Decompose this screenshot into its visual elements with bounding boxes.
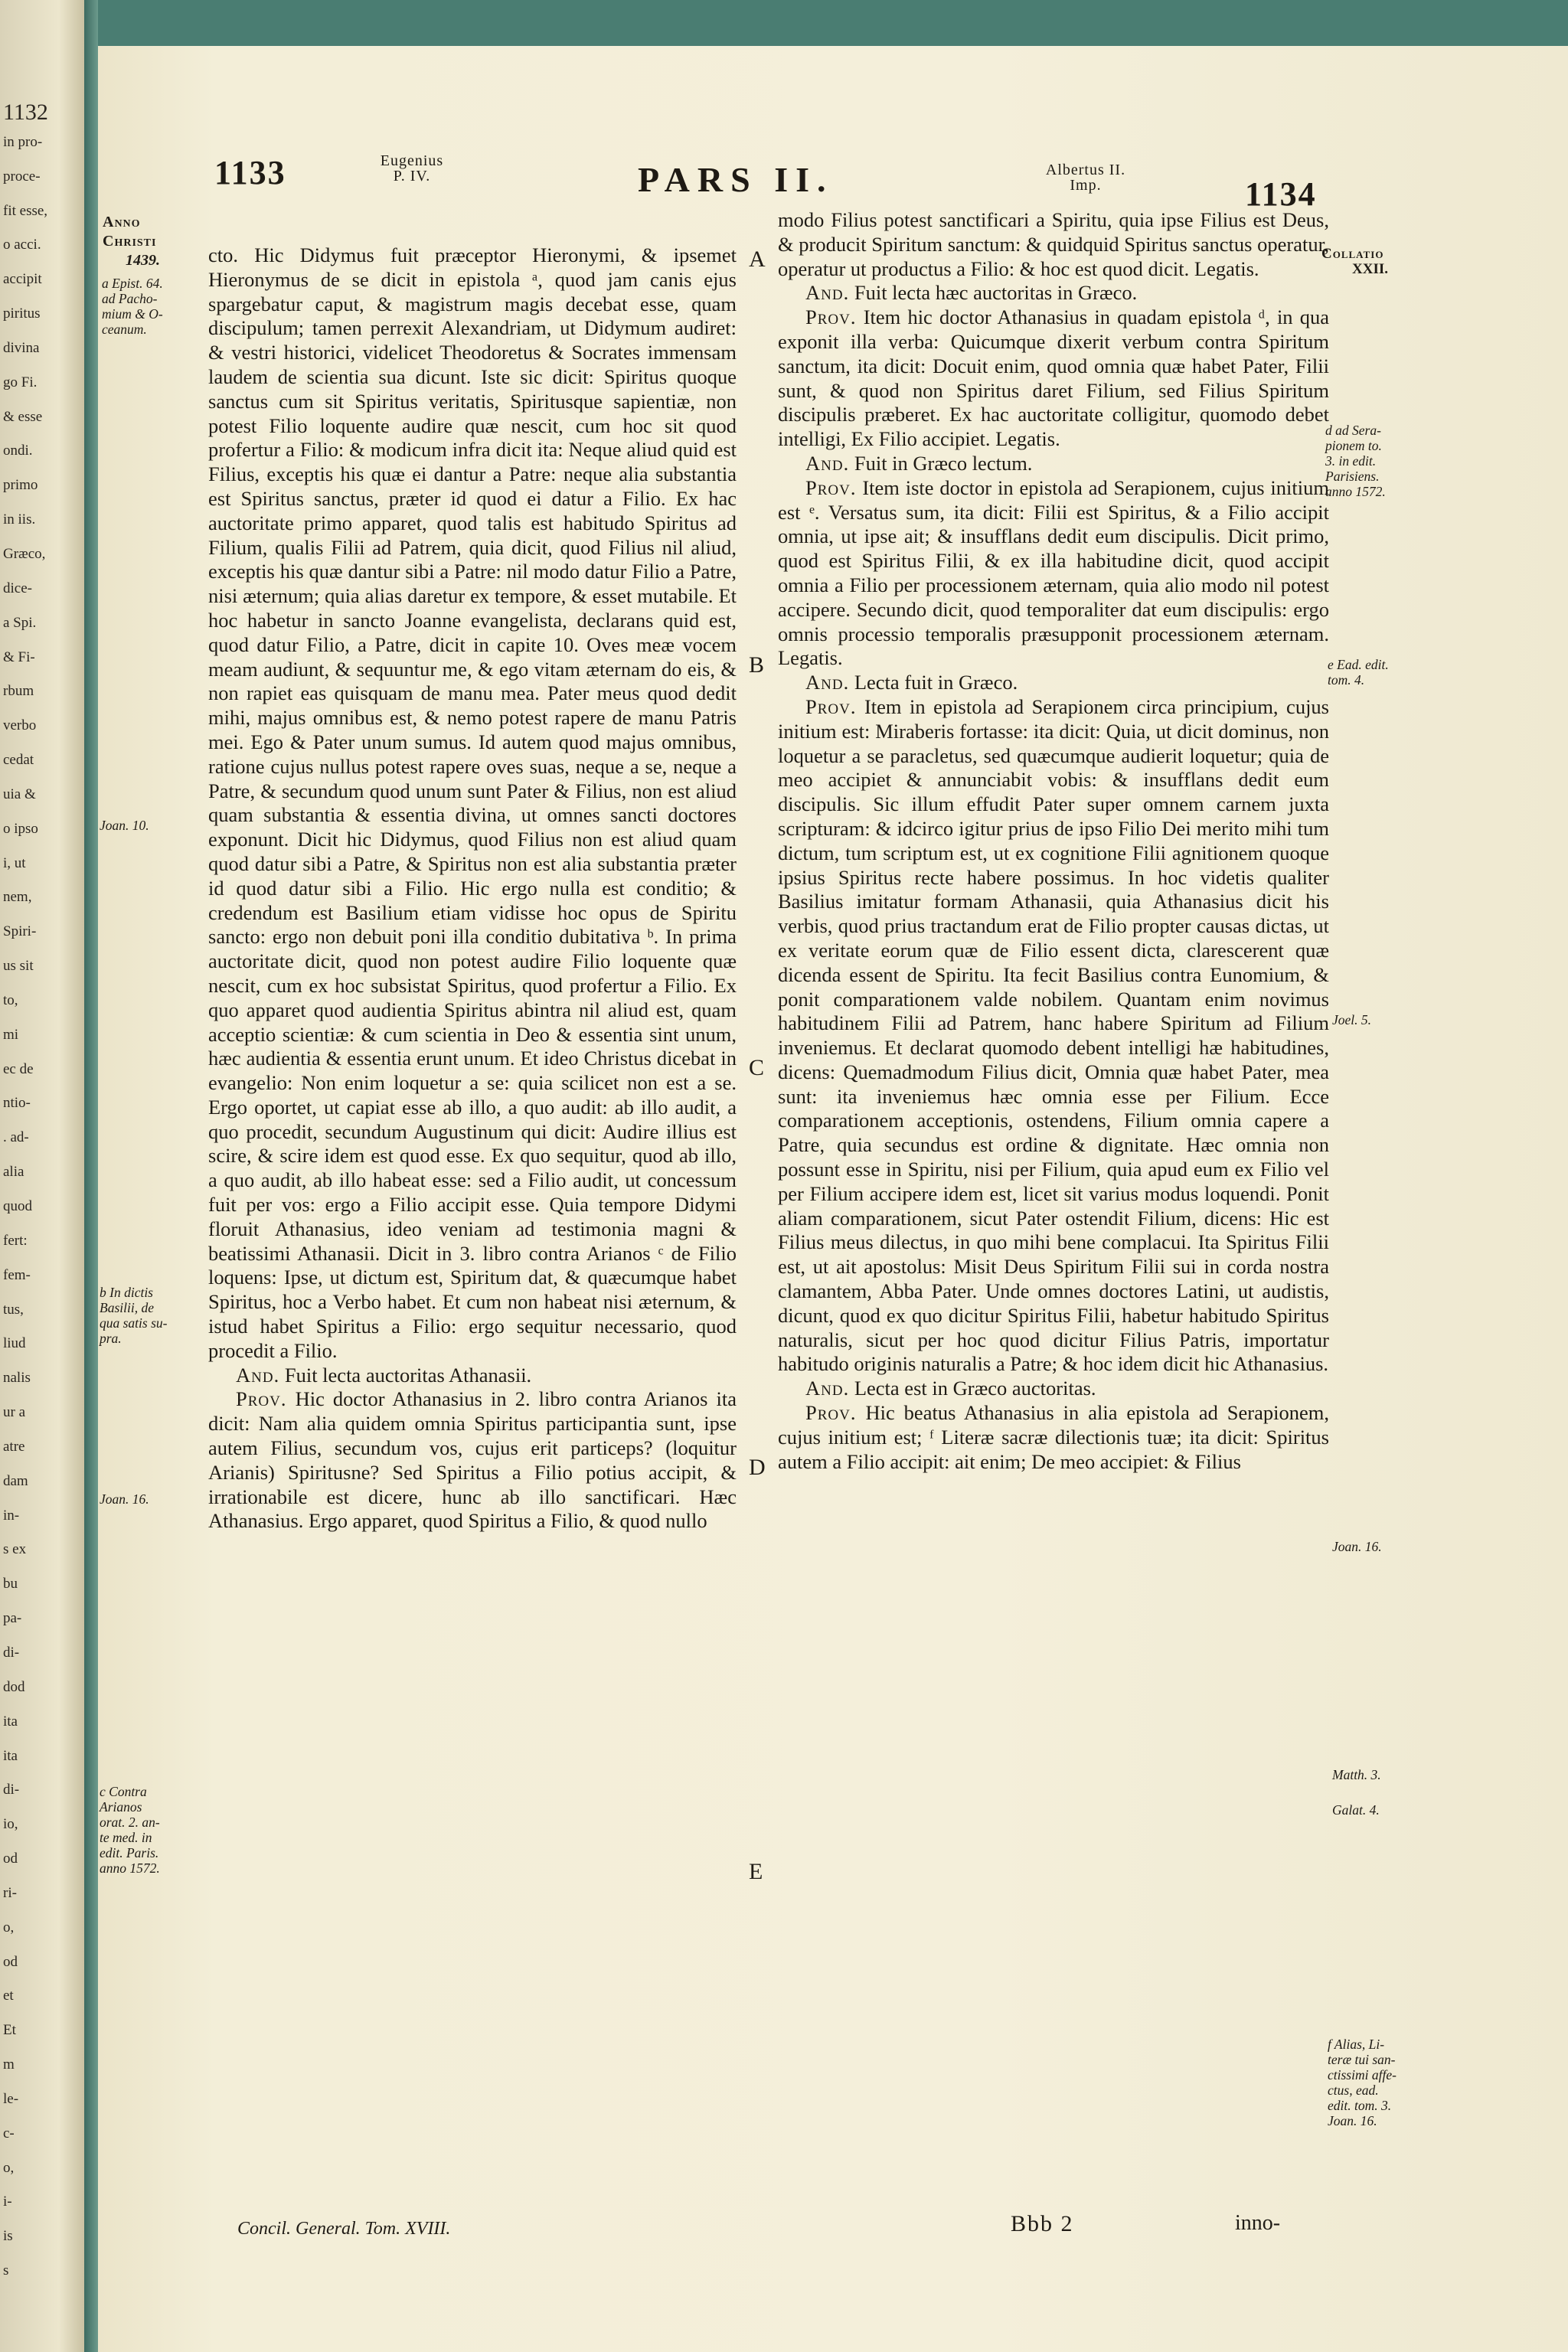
facing-page-fragment: pa- xyxy=(3,1610,22,1627)
facing-page-fragment: bu xyxy=(3,1576,18,1592)
facing-page-fragment: primo xyxy=(3,477,38,494)
facing-page-fragment: in iis. xyxy=(3,511,36,528)
facing-page-fragment: nem, xyxy=(3,889,32,906)
facing-page-fragment: od xyxy=(3,1953,18,1970)
facing-page-fragment: o, xyxy=(3,1919,15,1936)
left-page-number: 1133 xyxy=(214,154,286,191)
facing-page-fragment: ita xyxy=(3,1713,18,1730)
facing-page-fragment: io, xyxy=(3,1816,18,1833)
footnote-a: a Epist. 64. ad Pacho- mium & O- ceanum. xyxy=(102,276,163,337)
margin-ref-joan-16b: Joan. 16. xyxy=(1332,1539,1382,1554)
left-column-body: cto. Hic Didymus fuit præceptor Hieronymi, & ipsemet Hieronymus de se dicit in epistola ᵃ, quod jam canis ejus spargebatur caput, & magistrum magis decebat esse, quam discipulum; tamen perrexit Alexandriam, ut Didymum audiret: & vestri historici, videlicet Theodoretus & Socrates immensam laudem de scientia sua dicunt. Iste sic dicit: Spiritus quoque sanctus cum sit Spiritus veritatis, Spiritusque sapientiæ, non potest Filio loquente audire quæ nescit, cum hoc sit quod profertur a Filio: & modicum infra dicit ita: Neque aliud quid est Filius, exceptis his quæ ei dantur a Patre: neque alia substantia est Spiritus sanctus, præter id quod ei datur a Filio. Ex hac auctoritate primo apparet, quod talis est habitudo Spiritus ad Filium, qualis Filii ad Patrem, quia dicit, quod Filius nil aliud, exceptis his quæ dantur sibi a Patre: nil modo datur Filio a Patre, nisi æternum; quia alias daretur ex tempore, & esset mutabile. Et hoc habetur in sancto Joanne evangelista, declarans quid est, quod datur Filio, a Patre, dicit in capite 10. Oves meæ vocem meam audiunt, & sequuntur me, & ego vitam æternam do eis, & non rapiet eas quisquam de manu mea. Pater meus quod dedit mihi, majus omnibus est, & nemo potest rapere de manu Patris mei. Ego & Pater unum sumus. Id autem quod majus omnibus, ratione cujus nullus potest rapere oves suas, neque a se, neque a Patre, & secundum quod unum sunt Pater & Filius, non est aliud quam substantia & essentia divina, ut omnes sancti doctores exponunt. Dicit hic Didymus, quod Filius non est aliud quam quod datur sibi a Patre, & Spiritus non est alia substantia præter id quod datur sibi a Filio. Hic ergo nulla est conditio; & credendum est Basilium etiam vidisse hoc opus de Spiritu sancto: ergo non debuit poni illa conditio dubitativa ᵇ. In prima auctoritate dicit, quod non potest audire Filio loquente quæ nescit, cum ex hoc subsistat Spiritus, quod profertur a Filio. Ex quo apparet quod audientia Spiritus abintra nil aliud est, quam acceptio scientiæ: & cum scientia in Deo & essentia sint unum, hæc audientia & essentia erunt unum. Et ideo Christus dicebat in evangelio: Non enim loquetur a se: quia scilicet non est a se. Ergo oportet, ut capiat esse ab illo, a quo audit: ab illo audit, a quo procedit, secundum Augustinum qui dicit: Audire illius est scire, & scire idem est quod esse. Ex quo sequitur, quod ab illo, a quo audit, ab illo habeat esse: sed a Filio audit, ut concessum fuit per vos: ergo a Filio accipit esse. Quia tempore Didymi floruit Athanasius, ideo veniam ad testimonia magni & beatissimi Athanasii. Dicit in 3. libro contra Arianos ᶜ de Filio loquens: Ipse, ut dictum est, Spiritum dat, & quæcumque habet Spiritus, hoc a Verbo habet. Et cum non habeat nisi æternum, & istud habet Spiritus a Filio: ergo sequitur necessario, quod procedit a Filio. xyxy=(208,243,737,1362)
facing-page-fragment: Et xyxy=(3,2022,16,2039)
facing-page-fragment: in- xyxy=(3,1507,20,1524)
facing-page-fragment: nalis xyxy=(3,1370,31,1387)
facing-page-fragment: 1132 xyxy=(3,100,48,125)
running-head-pope-number: P. IV. xyxy=(393,168,431,185)
facing-page-fragment: divina xyxy=(3,339,40,356)
facing-page-fragment: Spiri- xyxy=(3,923,37,940)
facing-page-fragment: ondi. xyxy=(3,443,33,459)
facing-page-fragment: ita xyxy=(3,1747,18,1764)
signature-mark: Bbb 2 xyxy=(1011,2211,1074,2236)
facing-page-fragment: dice- xyxy=(3,580,32,596)
facing-page-fragment: fem- xyxy=(3,1266,31,1283)
facing-page-fragment: tus, xyxy=(3,1301,24,1318)
year-heading: Anno Christi 1439. xyxy=(103,214,160,269)
facing-page-fragment: m xyxy=(3,2056,15,2073)
facing-page-fragment: uia & xyxy=(3,786,36,802)
facing-page-fragment: liud xyxy=(3,1335,26,1352)
footnote-c: c Contra Arianos orat. 2. an- te med. in edit. Paris. anno 1572. xyxy=(100,1784,160,1876)
facing-page-fragment: & Fi- xyxy=(3,648,35,665)
left-text-column xyxy=(208,243,737,1534)
facing-page-fragment: i- xyxy=(3,2194,12,2210)
facing-page-fragment: di- xyxy=(3,1782,20,1798)
margin-ref-joan-16: Joan. 16. xyxy=(100,1491,149,1507)
margin-ref-joel: Joel. 5. xyxy=(1332,1012,1372,1027)
facing-page-fragment: c- xyxy=(3,2125,15,2141)
facing-page-fragment: ri- xyxy=(3,1884,17,1901)
facing-page-fragment: s xyxy=(3,2262,9,2279)
facing-page-fragment: Græco, xyxy=(3,545,46,562)
facing-page-fragment: accipit xyxy=(3,271,42,288)
facing-page-fragment: le- xyxy=(3,2090,19,2107)
facing-page-fragment: s ex xyxy=(3,1541,27,1558)
facing-page-fragment: dod xyxy=(3,1678,25,1695)
facing-page-fragment: od xyxy=(3,1851,18,1867)
footnote-e: e Ead. edit. tom. 4. xyxy=(1328,657,1389,688)
margin-ref-matth: Matth. 3. xyxy=(1332,1767,1381,1782)
margin-ref-joan-10: Joan. 10. xyxy=(100,818,149,833)
facing-page-fragment: i, ut xyxy=(3,854,26,871)
facing-page-fragment: is xyxy=(3,2228,13,2245)
facing-page-fragment: quod xyxy=(3,1198,32,1214)
facing-page-fragment: rbum xyxy=(3,683,34,700)
collatio-heading: Collatio XXII. xyxy=(1321,246,1388,277)
facing-page-fragment: us sit xyxy=(3,958,34,975)
facing-page-fragment: a Spi. xyxy=(3,614,37,631)
facing-page-fragment: fert: xyxy=(3,1232,28,1249)
facing-page-fragment: dam xyxy=(3,1472,28,1489)
facing-page-fragment: o acci. xyxy=(3,237,41,253)
right-page-number: 1134 xyxy=(1245,175,1317,213)
running-head-emperor-title: Imp. xyxy=(1070,177,1102,194)
book-page xyxy=(98,46,1568,2352)
margin-ref-galat: Galat. 4. xyxy=(1332,1802,1380,1818)
section-marker-a: A xyxy=(749,247,766,272)
facing-page-fragment: fit esse, xyxy=(3,202,48,219)
facing-page-fragment: atre xyxy=(3,1438,25,1455)
facing-page-fragment: alia xyxy=(3,1164,24,1181)
facing-page-fragment: mi xyxy=(3,1026,19,1043)
facing-page-fragment: verbo xyxy=(3,717,37,734)
facing-page-fragment: & esse xyxy=(3,408,43,425)
facing-page-fragment: go Fi. xyxy=(3,374,38,390)
footer-collection-title: Concil. General. Tom. XVIII. xyxy=(237,2219,451,2239)
footnote-d: d ad Sera- pionem to. 3. in edit. Parisiens. anno 1572. xyxy=(1325,423,1386,499)
facing-page-fragment: in pro- xyxy=(3,133,43,150)
facing-page-fragment: . ad- xyxy=(3,1129,29,1146)
facing-page-fragment: o, xyxy=(3,2159,15,2176)
prov-paragraph: Hic doctor Athanasius in 2. libro contra Arianos ita dicit: Nam alia quidem omnia Spiritus participantia sunt, ipse autem Filius, secundum vos, cujus erit particeps? (loquitur Arianis) Spiritusne? Sed Spiritus a Filio potius accipit, & irrationabile est dicere, hunc ab illo sanctificari. Hæc Athanasius. Ergo apparet, quod Spiritus a Filio, & quod nullo xyxy=(208,1387,737,1533)
facing-page-fragment: di- xyxy=(3,1644,20,1661)
running-head-emperor: Albertus II. xyxy=(1045,162,1126,178)
section-marker-b: B xyxy=(749,652,765,678)
section-marker-d: D xyxy=(749,1455,766,1480)
section-marker-c: C xyxy=(749,1055,765,1080)
facing-page-fragment: proce- xyxy=(3,168,41,185)
book-gutter xyxy=(84,0,98,2352)
page-title: PARS II. xyxy=(638,160,834,199)
right-running-head xyxy=(1028,162,1143,193)
facing-page-fragment: ntio- xyxy=(3,1095,31,1112)
facing-page-fragment: o ipso xyxy=(3,820,38,837)
speaker-prov: Prov. xyxy=(236,1387,287,1411)
section-marker-e: E xyxy=(749,1859,763,1884)
facing-page-fragment: ec de xyxy=(3,1060,34,1077)
facing-page-fragment: piritus xyxy=(3,305,41,322)
speaker-and: And. xyxy=(236,1363,280,1387)
facing-page-fragment: cedat xyxy=(3,752,34,769)
catchword: inno- xyxy=(1235,2211,1281,2235)
facing-page-fragment: ur a xyxy=(3,1404,26,1421)
footnote-f: f Alias, Li- teræ tui san- ctissimi affe- ctus, ead. edit. tom. 3. Joan. 16. xyxy=(1328,2037,1396,2128)
right-text-1: modo Filius potest sanctificari a Spiritu, quia ipse Filius est Deus, & producit Spiritum sanctum: & quidquid Spiritus sanctus operatur, operatur ut productus a Filio: & hoc est quod dicit. Legatis. xyxy=(778,208,1329,280)
facing-page-edge xyxy=(0,0,86,2352)
facing-page-fragment: to, xyxy=(3,991,18,1008)
facing-page-fragment: et xyxy=(3,1988,14,2004)
right-text-column: modo Filius potest sanctificari a Spiritu, quia ipse Filius est Deus, & producit Spiritum sanctum: & quidquid Spiritus sanctus operatur, operatur ut productus a Filio: & hoc est quod dicit. Legatis. And. Fuit lecta hæc auctoritas in Græco. Prov. Item hic doctor Athanasius in quadam epistola ᵈ, in qua exponit illa verba: Quicumque dixerit verbum contra Spiritum sanctum, ita dicit: Docuit enim, quod omnia quæ habet Pater, Filii sunt, & quod non Spiritus daret Filium, sed Filius Spiritum discipulis præberet. Ex hac auctoritate colligitur, quomodo debet intelligi, Ex Filio accipiet. Legatis. And. Fuit in Græco lectum. Prov. Item iste doctor in epistola ad Serapionem, cujus initium est ᵉ. Versatus sum, ita dicit: Filii est Spiritus, & a Filio accipit omnia, ut ipse ait; & insufflans dedit eum discipulis. Dicit primo, quod est Spiritus Filii, & ex illa habitudine dicit, quod accipit omnia a Filio per processionem æternam, quia alio modo nil potest accipere. Secundo dicit, quod temporaliter dat eum discipulis: ergo omnis processio temporalis præsupponit processionem æternam. Legatis. And. Lecta fuit in Græco. Prov. Item in epistola ad Serapionem circa principium, cujus initium est: Miraberis fortasse: ita dicit: Quia, ut dicit dominus, non loquetur a se paracletus, sed quæcumque audierit loquetur; quia de meo accipiet & annunciabit vobis: & insufflans dedit eum discipulis. Sic illum effudit Pater super omnem carnem juxta scripturam: & idcirco igitur prius de ipso Filio Dei merito mihi tum dictum, tum scriptum est, ut ex cognitione Filii agnitionem quoque ipsius Spiritus recte habere possimus. In hoc videtis qualiter Basilius imitatur formam Athanasii, quia Athanasius dicit his verbis, quod prius tractandum erat de Filio propter causas dictas, ut ex veritate eorum quæ de Filio essent dicta, clarescerent quæ dicenda essent de Spiritu. Ita fecit Basilius contra Eunomium, & ponit comparationem valde nobilem. Quantam enim novimus habitudinem Filii ad Patrem, hanc habere Spiritum ad Filium inveniemus. Et declarat quomodo debent intelligi hæ habitudines, dicens: Quemadmodum Filius dicit, Omnia quæ habet Pater, mea sunt: ita inveniemus hæc omnia esse per Filium. Ecce comparationem acceptionis, ostendens, Filium omnia capere a Patre, quia secundus est ordine & dignitate. Hæc omnia non possunt esse in Spiritu, nisi per Filium, quia apud eum ex Filio vel per Filium accipere idem est, licet sit varius modus loquendi. Ponit aliam comparationem, sicut Pater ostendit Filium, dicens: Hic est Filius meus dilectus, in quo mihi bene complacui. Ita Spiritus Filii est, ut ait apostolus: Misit Deus Spiritum Filii sui in corda nostra clamantem, Abba Pater. Unde omnes doctores Latini, ut audistis, dicunt, quod ex quo dicitur Spiritus Filii, habetur habitudo Spiritus naturalis, sicut per hoc quod dicitur Filius Patris, importatur habitudo originis naturalis a Patre; & hoc idem dicit hic Athanasius. And. Lecta est in Græco auctoritas. Prov. Hic beatus Athanasius in alia epistola ad Serapionem, cujus initium est; ᶠ Literæ sacræ dilectionis tuæ; ita dicit: Spiritus autem a Filio accipit: ait enim; De meo accipiet: & Filius xyxy=(778,208,1330,1473)
footnote-b: b In dictis Basilii, de qua satis su- pra. xyxy=(100,1285,168,1346)
and-line: Fuit lecta auctoritas Athanasii. xyxy=(284,1363,532,1387)
left-running-head xyxy=(370,153,454,184)
running-head-pope: Eugenius xyxy=(380,152,444,169)
